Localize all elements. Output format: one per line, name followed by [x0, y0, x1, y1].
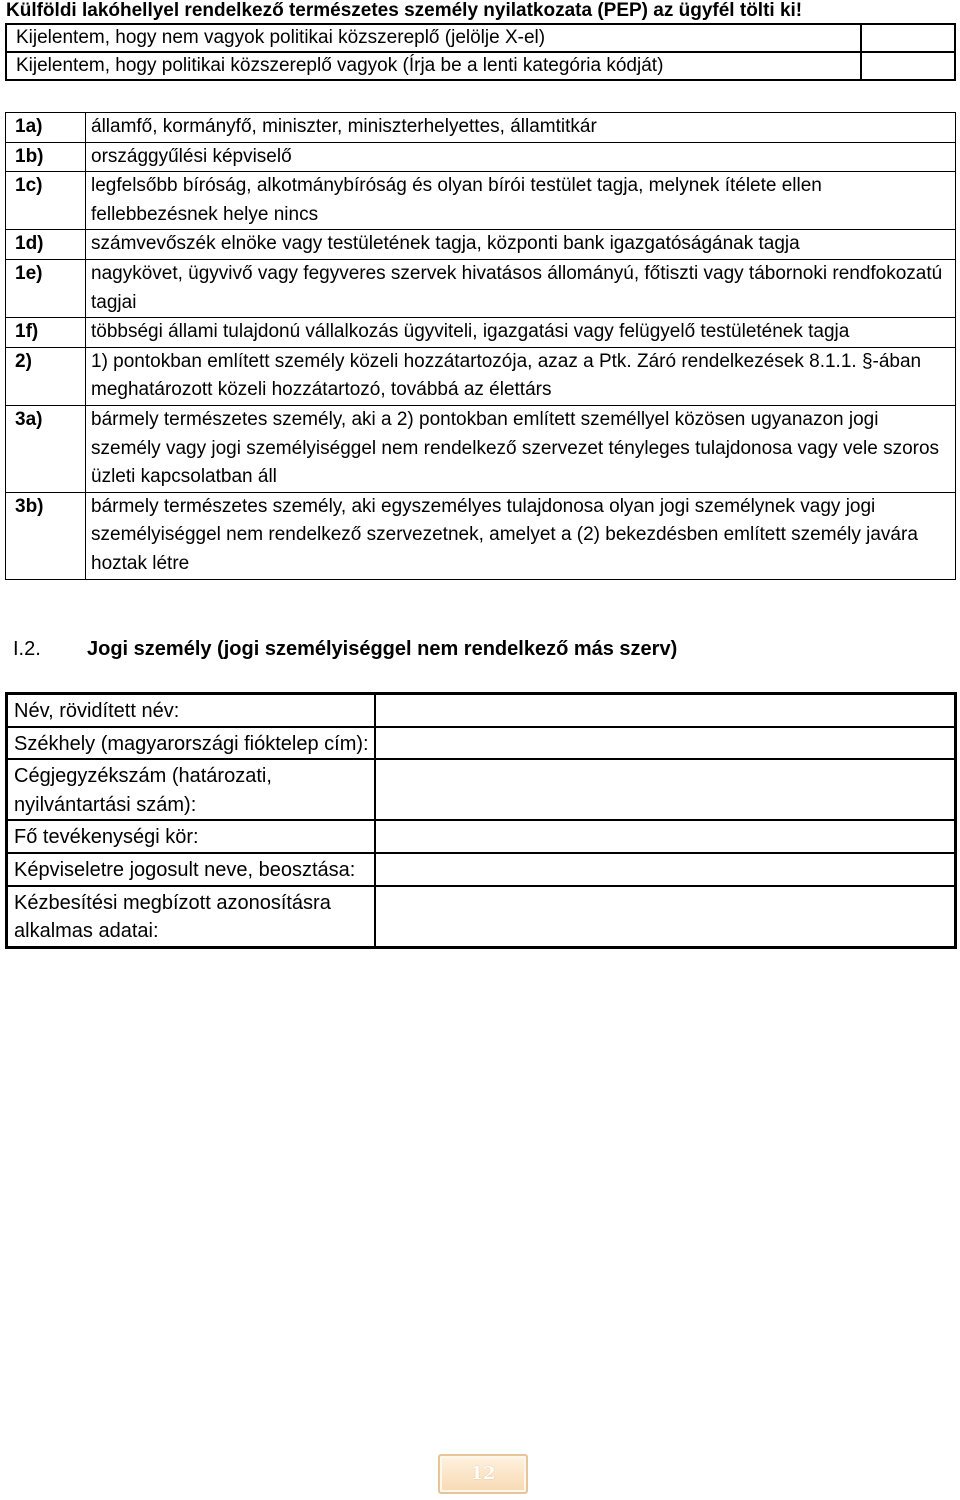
category-row — [6, 172, 956, 230]
declaration-row-not-pep — [6, 24, 955, 52]
form-row-registry-number — [7, 759, 956, 820]
category-row — [6, 405, 956, 492]
declaration-text: Kijelentem, hogy politikai közszereplő vagyok (Írja be a lenti kategória kódját) — [6, 52, 861, 80]
category-text: számvevőszék elnöke vagy testületének tagja, központi bank igazgatóságának tagja — [86, 230, 956, 260]
page-title: Külföldi lakóhellyel rendelkező természetes személy nyilatkozata (PEP) az ügyfél tölti ki! — [6, 0, 803, 21]
form-row-representative — [7, 853, 956, 886]
category-code: 1f) — [6, 318, 86, 348]
field-label: Képviseletre jogosult neve, beosztása: — [7, 853, 376, 886]
name-input[interactable] — [375, 694, 956, 727]
seat-input[interactable] — [375, 727, 956, 760]
field-label: Cégjegyzékszám (határozati, nyilvántartási szám): — [7, 759, 376, 820]
category-text: bármely természetes személy, aki egyszemélyes tulajdonosa olyan jogi személynek vagy jogi személyiséggel nem rendelkező szervezetnek, amelyet a (2) bekezdésben említett személy javára hoztak létre — [86, 492, 956, 579]
pep-declaration-table — [5, 23, 956, 81]
category-code: 1e) — [6, 259, 86, 317]
delivery-agent-input[interactable] — [375, 886, 956, 948]
category-text: 1) pontokban említett személy közeli hozzátartozója, azaz a Ptk. Záró rendelkezések 8.1.1. §-ában meghatározott közeli hozzátartozó, továbbá az élettárs — [86, 347, 956, 405]
category-text: államfő, kormányfő, miniszter, miniszterhelyettes, államtitkár — [86, 113, 956, 143]
category-text: többségi állami tulajdonú vállalkozás ügyviteli, igazgatási vagy felügyelő testületének tagja — [86, 318, 956, 348]
representative-input[interactable] — [375, 853, 956, 886]
field-label: Fő tevékenységi kör: — [7, 820, 376, 853]
main-activity-input[interactable] — [375, 820, 956, 853]
registry-number-input[interactable] — [375, 759, 956, 820]
section-heading — [13, 636, 943, 662]
category-code: 3b) — [6, 492, 86, 579]
section-number: I.2. — [13, 638, 41, 660]
form-row-main-activity — [7, 820, 956, 853]
field-label: Székhely (magyarországi fióktelep cím): — [7, 727, 376, 760]
category-text: legfelsőbb bíróság, alkotmánybíróság és olyan bírói testület tagja, melynek ítélete ellen fellebbezésnek helye nincs — [86, 172, 956, 230]
form-row-name — [7, 694, 956, 727]
category-row — [6, 230, 956, 260]
field-label: Név, rövidített név: — [7, 694, 376, 727]
not-pep-checkbox-field[interactable] — [861, 24, 955, 52]
category-text: országgyűlési képviselő — [86, 142, 956, 172]
pep-category-code-field[interactable] — [861, 52, 955, 80]
category-row — [6, 318, 956, 348]
declaration-text: Kijelentem, hogy nem vagyok politikai közszereplő (jelölje X-el) — [6, 24, 861, 52]
category-row — [6, 259, 956, 317]
category-code: 1c) — [6, 172, 86, 230]
category-code: 1d) — [6, 230, 86, 260]
category-row — [6, 113, 956, 143]
form-row-seat — [7, 727, 956, 760]
category-row — [6, 142, 956, 172]
category-text: bármely természetes személy, aki a 2) pontokban említett személlyel közösen ugyanazon jogi személy vagy jogi személyiséggel nem rendelkező szervezet tényleges tulajdonosa vagy vele szoros üzleti kapcsolatban áll — [86, 405, 956, 492]
field-label: Kézbesítési megbízott azonosításra alkalmas adatai: — [7, 886, 376, 948]
declaration-row-is-pep — [6, 52, 955, 80]
category-text: nagykövet, ügyvivő vagy fegyveres szervek hivatásos állományú, főtiszti vagy tábornoki rendfokozatú tagjai — [86, 259, 956, 317]
category-code: 2) — [6, 347, 86, 405]
category-row — [6, 492, 956, 579]
pep-category-table — [5, 112, 956, 580]
category-row — [6, 347, 956, 405]
legal-entity-form — [5, 692, 957, 949]
form-row-delivery-agent — [7, 886, 956, 948]
category-code: 3a) — [6, 405, 86, 492]
category-code: 1a) — [6, 113, 86, 143]
category-code: 1b) — [6, 142, 86, 172]
section-title: Jogi személy (jogi személyiséggel nem rendelkező más szerv) — [87, 638, 678, 660]
page-number: 12 — [438, 1454, 528, 1494]
